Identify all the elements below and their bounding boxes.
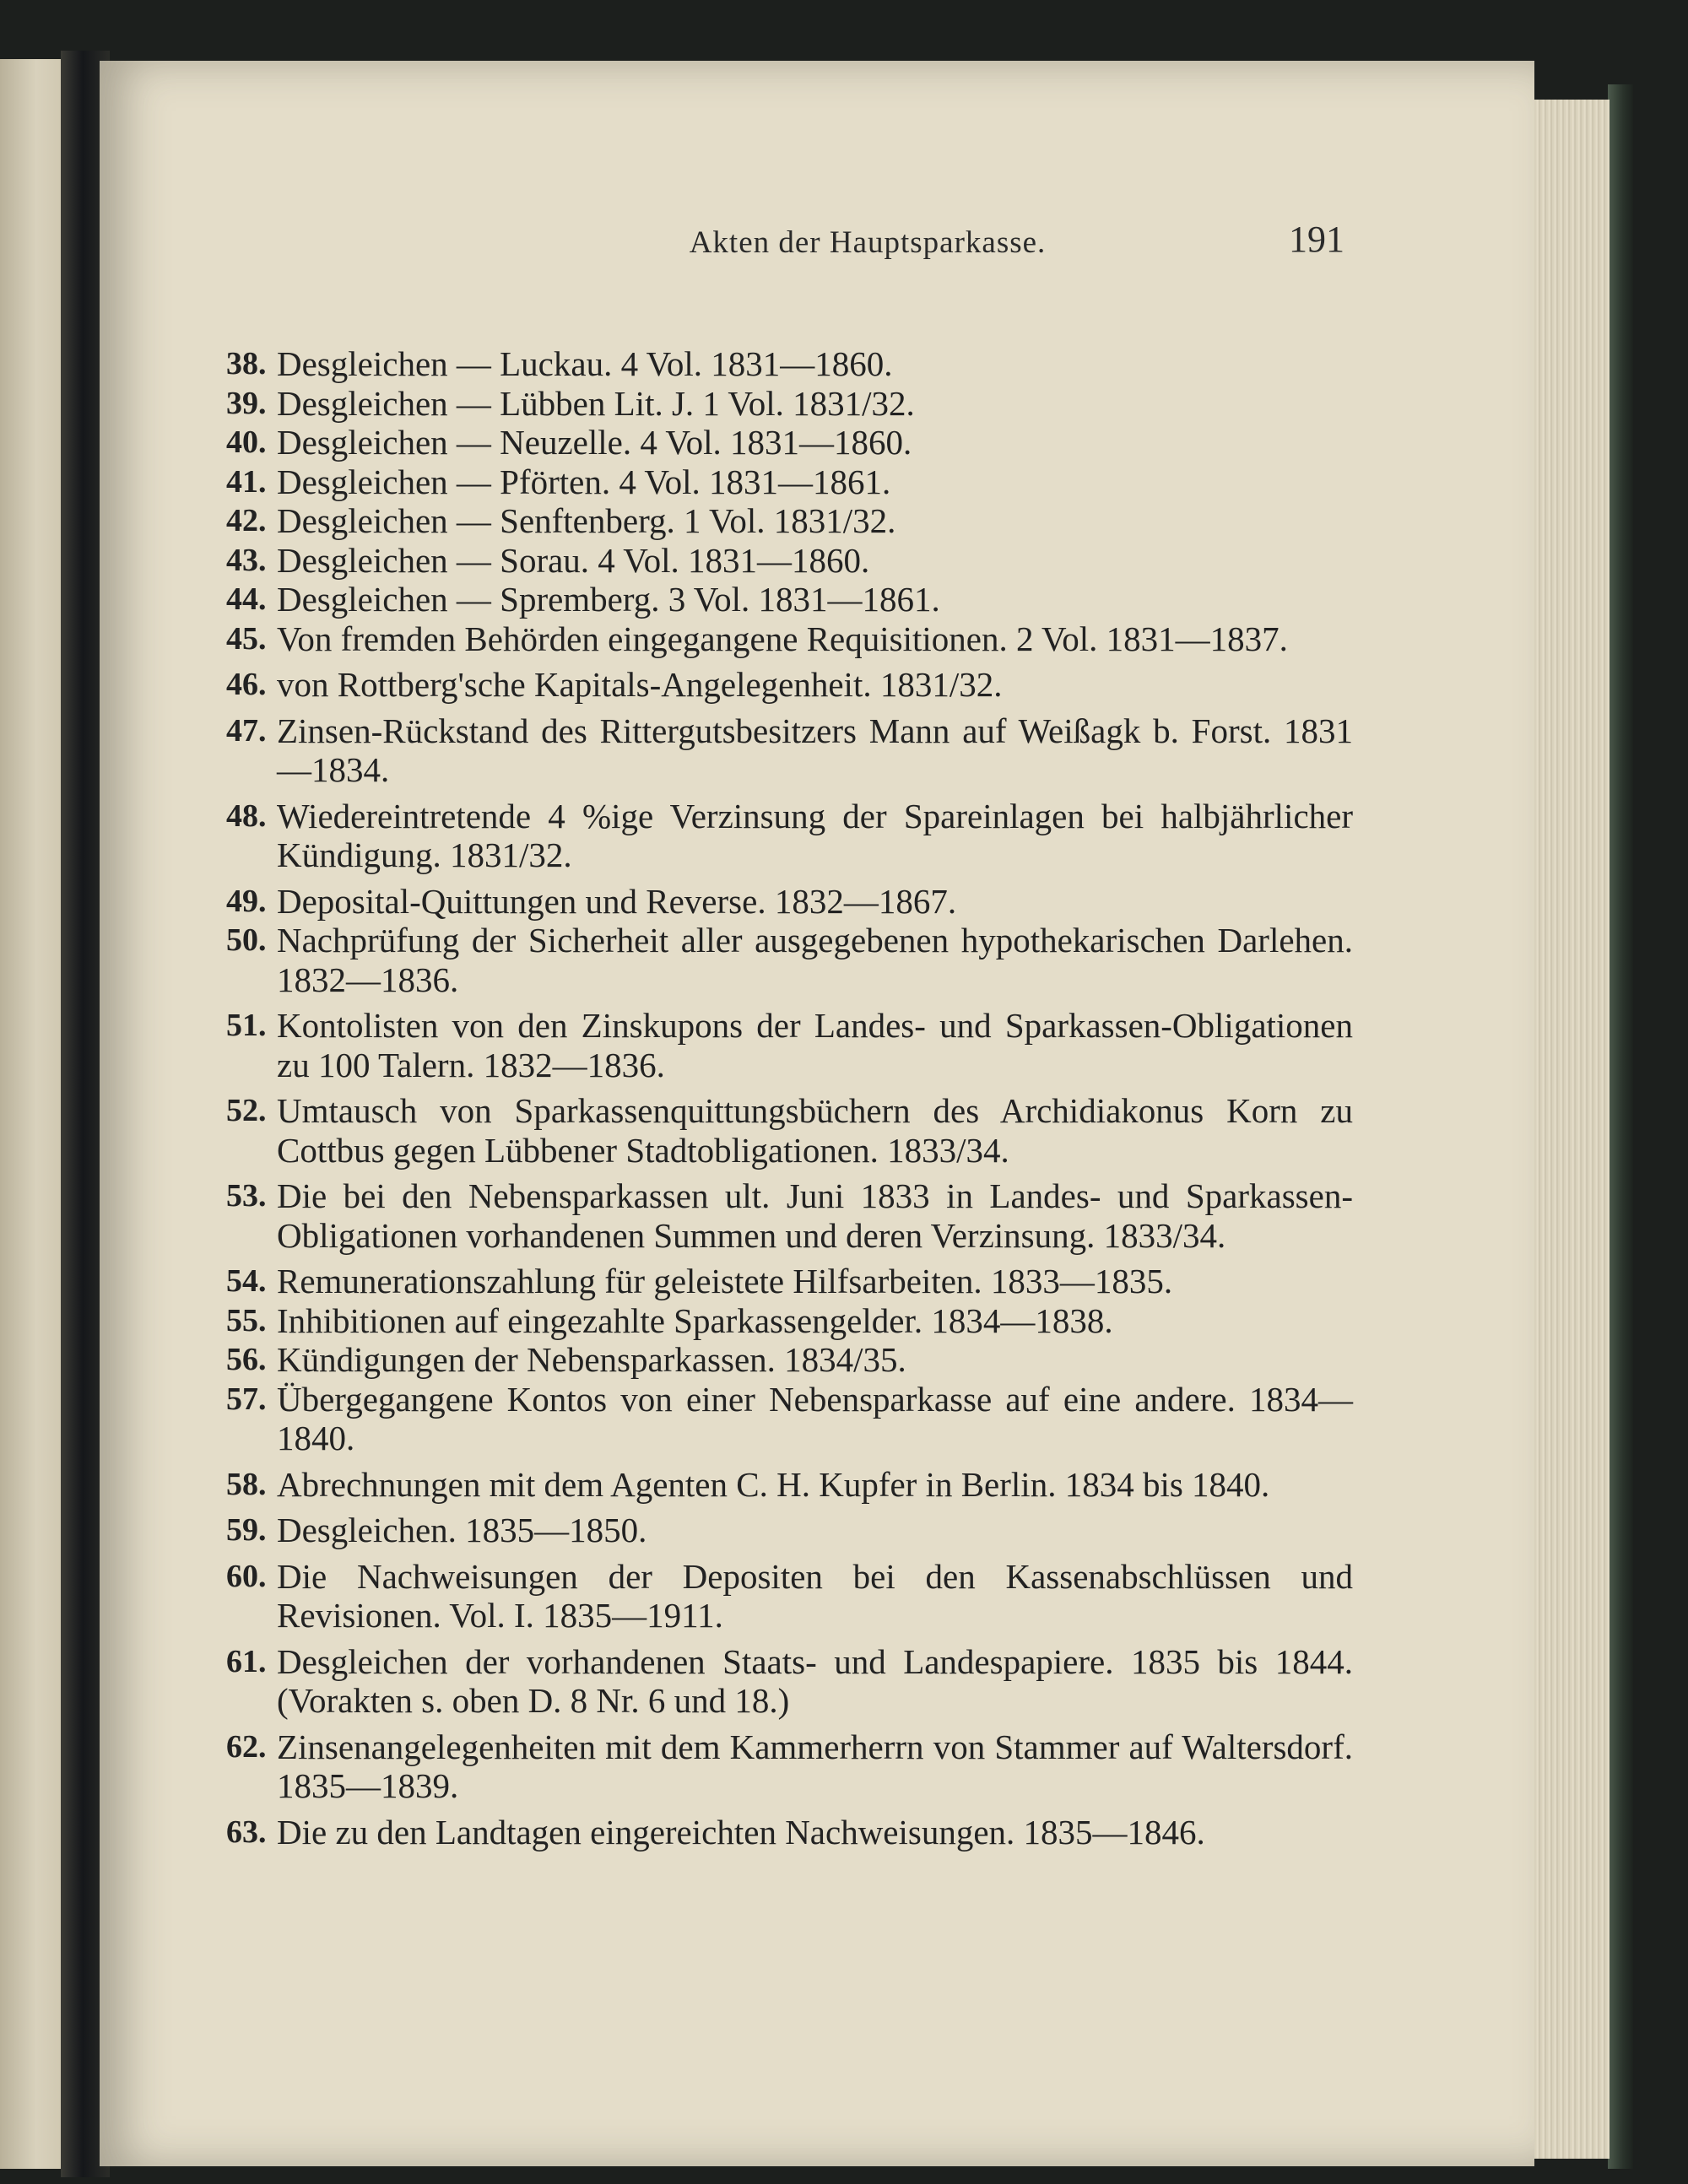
entry-text: Remunerationszahlung für geleistete Hilfsarbeiten. 1833—1835.: [277, 1262, 1173, 1300]
entry-text: Von fremden Behörden eingegangene Requisitionen. 2 Vol. 1831—1837.: [277, 619, 1288, 658]
entry-text: Umtausch von Sparkassenquittungsbüchern des Archidiakonus Korn zu Cottbus gegen Lübbener Stadtobligationen. 1833/34.: [277, 1091, 1353, 1170]
list-item: [226, 423, 1353, 462]
entry-text: Deposital-Quittungen und Reverse. 1832—1867.: [277, 881, 957, 921]
entry-text: Abrechnungen mit dem Agenten C. H. Kupfer in Berlin. 1834 bis 1840.: [277, 1464, 1270, 1504]
list-item: [226, 1557, 1353, 1635]
entry-text: Desgleichen — Lübben Lit. J. 1 Vol. 1831/32.: [277, 383, 915, 423]
entry-number: 56.: [226, 1342, 267, 1377]
entry-text: Wiedereintretende 4 %ige Verzinsung der Spareinlagen bei halbjährlicher Kündigung. 1831/32.: [277, 796, 1353, 874]
entry-number: 44.: [226, 581, 267, 617]
entry-text: Die bei den Nebensparkassen ult. Juni 1833 in Landes- und Sparkassen-Obligationen vorhandenen Summen und deren Verzinsung. 1833/34.: [277, 1176, 1353, 1255]
entry-number: 63.: [226, 1814, 267, 1850]
entry-number: 60.: [226, 1558, 267, 1594]
list-item: [226, 797, 1353, 875]
list-item: [226, 1091, 1353, 1170]
list-item: [226, 1262, 1353, 1301]
list-item: [226, 344, 1353, 384]
previous-page-edge: [0, 59, 66, 2169]
book-cover-edge: [1608, 84, 1633, 2169]
entry-text: Zinsenangelegenheiten mit dem Kammerherrn von Stammer auf Waltersdorf. 1835—1839.: [277, 1727, 1353, 1805]
list-item: [226, 541, 1353, 581]
entry-text: Desgleichen — Pförten. 4 Vol. 1831—1861.: [277, 462, 891, 501]
entry-number: 57.: [226, 1381, 267, 1417]
entry-number: 55.: [226, 1302, 267, 1338]
list-item: [226, 1380, 1353, 1458]
entry-text: Zinsen-Rückstand des Rittergutsbesitzers Mann auf Weißagk b. Forst. 1831—1834.: [277, 711, 1353, 789]
entry-number: 45.: [226, 620, 267, 657]
list-item: [226, 882, 1353, 922]
entry-number: 47.: [226, 712, 267, 749]
entry-number: 54.: [226, 1263, 267, 1299]
list-item: [226, 1511, 1353, 1550]
entry-text: Kündigungen der Nebensparkassen. 1834/35.: [277, 1340, 906, 1379]
list-item: [226, 1465, 1353, 1505]
entry-number: 61.: [226, 1643, 267, 1679]
entry-number: 62.: [226, 1728, 267, 1765]
entry-number: 58.: [226, 1466, 267, 1502]
list-item: [226, 580, 1353, 619]
entry-text: Desgleichen der vorhandenen Staats- und Landespapiere. 1835 bis 1844. (Vorakten s. oben D. 8 Nr. 6 und 18.): [277, 1641, 1353, 1720]
entry-text: Die zu den Landtagen eingereichten Nachweisungen. 1835—1846.: [277, 1812, 1205, 1852]
entry-number: 38.: [226, 346, 267, 381]
entry-text: Kontolisten von den Zinskupons der Landes- und Sparkassen-Obligationen zu 100 Talern. 1832—1836.: [277, 1006, 1353, 1084]
list-item: [226, 1340, 1353, 1380]
list-item: [226, 1176, 1353, 1255]
list-item: [226, 384, 1353, 424]
entry-number: 42.: [226, 503, 267, 538]
list-item: [226, 619, 1353, 659]
book-page: [100, 61, 1534, 2166]
entry-text: Desgleichen — Spremberg. 3 Vol. 1831—1861.: [277, 580, 940, 619]
entry-text: von Rottberg'sche Kapitals-Angelegenheit. 1831/32.: [277, 665, 1003, 704]
entry-text: Desgleichen — Sorau. 4 Vol. 1831—1860.: [277, 540, 870, 580]
list-item: [226, 1813, 1353, 1852]
entry-number: 41.: [226, 463, 267, 500]
entry-number: 39.: [226, 385, 267, 421]
entry-text: Die Nachweisungen der Depositen bei den Kassenabschlüssen und Revisionen. Vol. I. 1835—1911.: [277, 1556, 1353, 1635]
entry-text: Desgleichen — Luckau. 4 Vol. 1831—1860.: [277, 344, 893, 383]
list-item: [226, 711, 1353, 790]
list-item: [226, 462, 1353, 502]
page-number: 191: [1289, 219, 1344, 260]
list-item: [226, 1727, 1353, 1806]
entry-text: Nachprüfung der Sicherheit aller ausgegebenen hypothekarischen Darlehen. 1832—1836.: [277, 921, 1353, 999]
list-item: [226, 501, 1353, 541]
entry-number: 49.: [226, 883, 267, 919]
entry-number: 46.: [226, 667, 267, 702]
entry-text: Desgleichen — Senftenberg. 1 Vol. 1831/32.: [277, 501, 896, 540]
running-head: Akten der Hauptsparkasse.: [689, 225, 1047, 260]
entry-number: 51.: [226, 1008, 267, 1043]
entry-number: 50.: [226, 922, 267, 958]
entry-number: 40.: [226, 424, 267, 460]
entry-text: Desgleichen. 1835—1850.: [277, 1511, 647, 1549]
entry-number: 59.: [226, 1512, 267, 1548]
entry-number: 43.: [226, 542, 267, 578]
list-item: [226, 1301, 1353, 1341]
list-item: [226, 665, 1353, 705]
list-item: [226, 921, 1353, 999]
entry-number: 53.: [226, 1178, 267, 1214]
entry-list: [226, 344, 1353, 1852]
list-item: [226, 1642, 1353, 1721]
entry-text: Übergegangene Kontos von einer Nebensparkasse auf eine andere. 1834—1840.: [277, 1379, 1353, 1457]
entry-text: Desgleichen — Neuzelle. 4 Vol. 1831—1860.: [277, 423, 912, 462]
entry-number: 48.: [226, 797, 267, 834]
entry-text: Inhibitionen auf eingezahlte Sparkassengelder. 1834—1838.: [277, 1300, 1113, 1340]
page-block-edge: [1529, 100, 1610, 2159]
list-item: [226, 1006, 1353, 1084]
entry-number: 52.: [226, 1093, 267, 1128]
